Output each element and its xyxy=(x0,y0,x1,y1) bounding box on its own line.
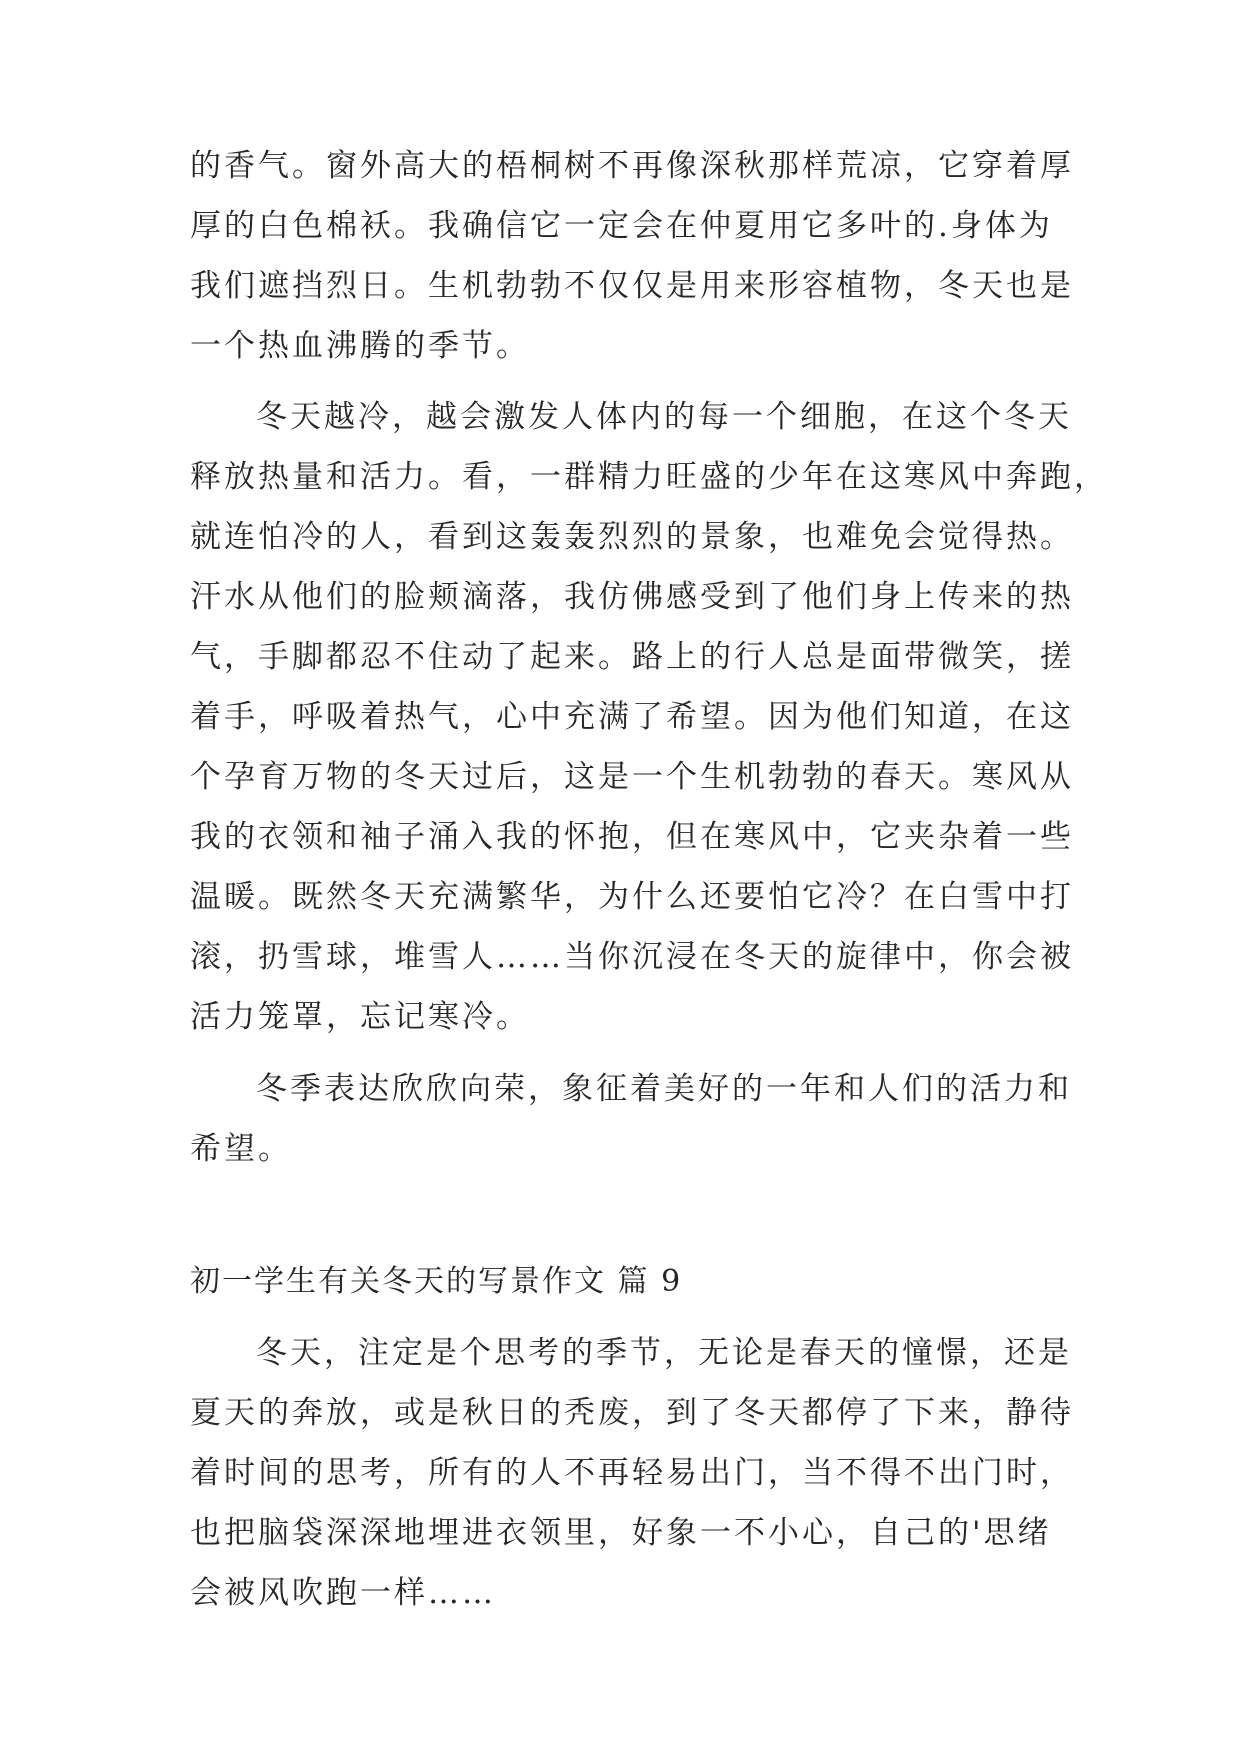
text-line: 冬季表达欣欣向荣，象征着美好的一年和人们的活力和 xyxy=(256,1071,1072,1107)
text-line: 活力笼罩，忘记寒冷。 xyxy=(190,999,530,1035)
text-line: 厚的白色棉袄。我确信它一定会在仲夏用它多叶的.身体为 xyxy=(190,208,1053,244)
text-line: 一个热血沸腾的季节。 xyxy=(190,328,530,364)
text-line: 我的衣领和袖子涌入我的怀抱，但在寒风中，它夹杂着一些 xyxy=(190,819,1074,855)
text-line: 着手，呼吸着热气，心中充满了希望。因为他们知道，在这 xyxy=(190,699,1074,735)
text-line: 气，手脚都忍不住动了起来。路上的行人总是面带微笑，搓 xyxy=(190,639,1074,675)
text-line: 着时间的思考，所有的人不再轻易出门，当不得不出门时， xyxy=(190,1455,1074,1491)
text-line: 滚，扔雪球，堆雪人……当你沉浸在冬天的旋律中，你会被 xyxy=(190,939,1074,975)
section-heading: 初一学生有关冬天的写景作文 篇 9 xyxy=(190,1264,683,1299)
text-line: 也把脑袋深深地埋进衣领里，好象一不小心，自己的'思绪 xyxy=(190,1515,1052,1551)
text-line: 我们遮挡烈日。生机勃勃不仅仅是用来形容植物，冬天也是 xyxy=(190,268,1074,304)
text-line: 希望。 xyxy=(190,1131,292,1167)
text-line: 就连怕冷的人，看到这轰轰烈烈的景象，也难免会觉得热。 xyxy=(190,519,1074,555)
text-line: 冬天，注定是个思考的季节，无论是春天的憧憬，还是 xyxy=(256,1335,1072,1371)
text-line: 的香气。窗外高大的梧桐树不再像深秋那样荒凉，它穿着厚 xyxy=(190,148,1074,184)
text-line: 冬天越冷，越会激发人体内的每一个细胞，在这个冬天 xyxy=(256,399,1072,435)
text-line: 汗水从他们的脸颊滴落，我仿佛感受到了他们身上传来的热 xyxy=(190,579,1074,615)
text-line: 会被风吹跑一样…… xyxy=(190,1575,496,1611)
text-line: 个孕育万物的冬天过后，这是一个生机勃勃的春天。寒风从 xyxy=(190,759,1074,795)
text-line: 释放热量和活力。看，一群精力旺盛的少年在这寒风中奔跑， xyxy=(190,459,1108,495)
text-line: 温暖。既然冬天充满繁华，为什么还要怕它冷？在白雪中打 xyxy=(190,879,1074,915)
text-line: 夏天的奔放，或是秋日的秃废，到了冬天都停了下来，静待 xyxy=(190,1395,1074,1431)
